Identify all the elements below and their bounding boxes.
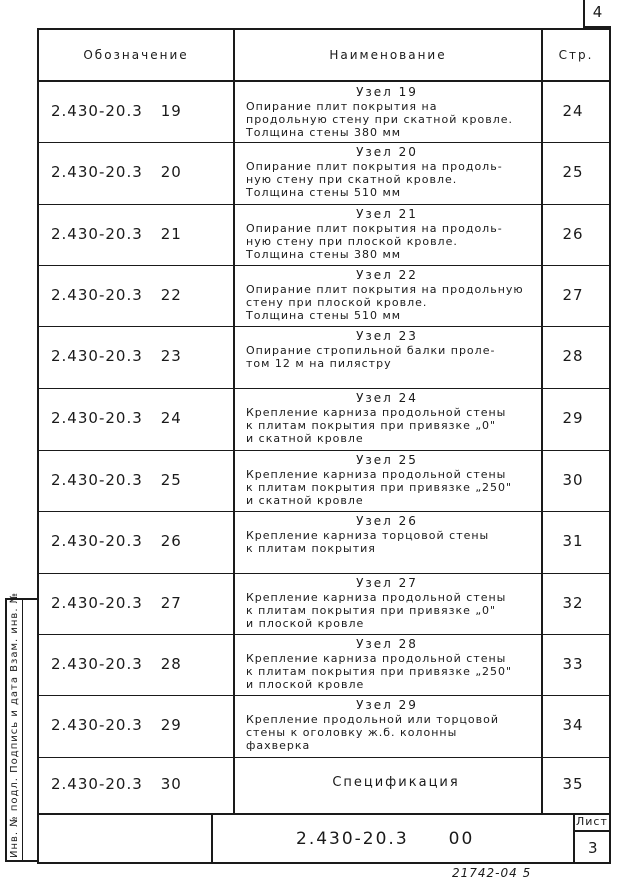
row-node-title: Узел 19 — [356, 85, 418, 99]
row-designation — [51, 775, 241, 793]
description-line: Крепление карниза продольной стены — [246, 591, 507, 604]
row-node-title: Узел 27 — [356, 576, 418, 590]
row-code-number: 21 — [160, 224, 182, 243]
description-line: Толщина стены 380 мм — [246, 126, 402, 139]
row-code: 2.430-20.3 — [51, 102, 143, 120]
row-code: 2.430-20.3 — [51, 654, 143, 673]
stamp-labels: Инв. № подл. Подпись и дата Взам. инв. № — [9, 591, 20, 858]
row-code-number: 29 — [160, 716, 182, 734]
row-designation — [51, 532, 241, 550]
footer-document-code — [296, 829, 474, 849]
row-page-number: 33 — [562, 654, 584, 673]
description-line: Опирание плит покрытия на продольную — [246, 283, 524, 296]
footer-divider-left — [211, 813, 213, 864]
description-line: Толщина стены 510 мм — [246, 309, 402, 322]
row-description — [246, 344, 546, 370]
row-description — [246, 713, 546, 752]
description-line: стену при плоской кровле. — [246, 296, 428, 309]
row-code-number: 26 — [160, 532, 182, 550]
row-code: 2.430-20.3 — [51, 163, 143, 181]
row-page-number: 35 — [562, 775, 584, 793]
description-line: том 12 м на пилястру — [246, 357, 392, 370]
archive-number: 21742-04 5 — [452, 866, 532, 880]
footer-code-number: 00 — [448, 829, 475, 849]
row-page-number: 28 — [562, 347, 584, 365]
table-row — [39, 634, 609, 695]
row-page-number: 30 — [562, 470, 584, 489]
row-node-title: Узел 20 — [356, 145, 418, 159]
row-code: 2.430-20.3 — [51, 409, 143, 427]
row-code-number: 27 — [160, 593, 182, 612]
row-description — [246, 529, 546, 555]
row-node-title: Узел 21 — [356, 207, 418, 221]
row-code: 2.430-20.3 — [51, 285, 143, 304]
description-line: Опирание плит покрытия на продоль- — [246, 160, 503, 173]
description-line: и скатной кровле — [246, 432, 364, 445]
row-designation — [51, 471, 241, 489]
table-row — [39, 326, 609, 388]
row-designation — [51, 594, 241, 612]
row-code: 2.430-20.3 — [51, 775, 143, 793]
sheet-number: 3 — [588, 839, 599, 857]
table-row — [39, 142, 609, 204]
row-description — [246, 591, 546, 630]
description-line: к плитам покрытия при привязке „250" — [246, 665, 513, 678]
row-description — [246, 222, 546, 261]
row-divider — [37, 265, 611, 266]
table-row — [39, 82, 609, 142]
row-divider — [37, 573, 611, 574]
description-line: Толщина стены 380 мм — [246, 248, 402, 261]
table-row — [39, 265, 609, 326]
row-code: 2.430-20.3 — [51, 593, 143, 612]
row-divider — [37, 388, 611, 389]
row-description — [246, 468, 546, 507]
row-designation — [51, 409, 241, 427]
row-divider — [37, 757, 611, 758]
row-designation — [51, 347, 241, 365]
row-description — [246, 100, 546, 139]
row-node-title: Узел 28 — [356, 637, 418, 651]
description-line: Толщина стены 510 мм — [246, 186, 402, 199]
row-code-number: 19 — [160, 102, 182, 120]
row-page-number: 24 — [562, 102, 584, 120]
description-line: Крепление карниза продольной стены — [246, 468, 507, 481]
description-line: фахверка — [246, 739, 311, 752]
header-page: Стр. — [558, 48, 594, 62]
description-line: Спецификация — [332, 775, 460, 790]
row-code: 2.430-20.3 — [51, 470, 143, 489]
row-designation — [51, 163, 241, 181]
row-code-number: 22 — [160, 285, 182, 304]
row-code-number: 23 — [160, 347, 182, 365]
description-line: стены к оголовку ж.б. колонны — [246, 726, 458, 739]
sheet-label-divider — [573, 830, 611, 832]
row-page-number: 29 — [562, 409, 584, 427]
row-code: 2.430-20.3 — [51, 224, 143, 243]
corner-page-number: 4 — [583, 0, 611, 28]
row-node-title: Узел 24 — [356, 391, 418, 405]
row-node-title: Узел 29 — [356, 698, 418, 712]
row-description — [246, 160, 546, 199]
row-code: 2.430-20.3 — [51, 347, 143, 365]
row-code-number: 30 — [160, 775, 182, 793]
table-row — [39, 511, 609, 573]
description-line: Крепление карниза продольной стены — [246, 652, 507, 665]
description-line: ную стену при плоской кровле. — [246, 235, 458, 248]
row-divider — [37, 511, 611, 512]
description-line: и плоской кровле — [246, 617, 365, 630]
table-row — [39, 450, 609, 511]
footer-divider — [37, 813, 611, 815]
row-page-number: 31 — [562, 532, 584, 550]
row-divider — [37, 695, 611, 696]
sheet-label: Лист — [576, 815, 608, 828]
table-row — [39, 388, 609, 450]
row-description — [246, 652, 546, 691]
row-designation — [51, 716, 241, 734]
header-designation: Обозначение — [83, 48, 189, 62]
row-code-number: 28 — [160, 654, 182, 673]
row-page-number: 34 — [562, 716, 584, 734]
row-description — [246, 406, 546, 445]
description-line: Крепление карниза продольной стены — [246, 406, 507, 419]
row-divider — [37, 634, 611, 635]
row-divider — [37, 204, 611, 205]
description-line: к плитам покрытия — [246, 542, 376, 555]
row-page-number: 26 — [562, 224, 584, 243]
table-row — [39, 204, 609, 265]
row-page-number: 32 — [562, 593, 584, 612]
row-designation — [51, 655, 241, 673]
footer-code: 2.430-20.3 — [296, 829, 409, 849]
row-description — [246, 283, 546, 322]
description-line: к плитам покрытия при привязке „0" — [246, 604, 497, 617]
row-code-number: 24 — [160, 409, 182, 427]
description-line: продольную стену при скатной кровле. — [246, 113, 513, 126]
row-code-number: 25 — [160, 470, 182, 489]
table-row — [39, 695, 609, 757]
row-divider — [37, 326, 611, 327]
row-code: 2.430-20.3 — [51, 532, 143, 550]
description-line: Крепление продольной или торцовой — [246, 713, 499, 726]
row-description — [246, 776, 546, 789]
row-page-number: 25 — [562, 163, 584, 181]
description-line: Опирание плит покрытия на продоль- — [246, 222, 503, 235]
approval-stamp — [5, 591, 39, 862]
row-divider — [37, 142, 611, 143]
description-line: Опирание плит покрытия на — [246, 100, 438, 113]
row-designation — [51, 102, 241, 120]
description-line: к плитам покрытия при привязке „0" — [246, 419, 497, 432]
description-line: Крепление карниза торцовой стены — [246, 529, 490, 542]
row-code-number: 20 — [160, 163, 182, 181]
description-line: и плоской кровле — [246, 678, 365, 691]
description-line: и скатной кровле — [246, 494, 364, 507]
description-line: Опирание стропильной балки проле- — [246, 344, 496, 357]
row-code: 2.430-20.3 — [51, 716, 143, 734]
table-row — [39, 757, 609, 813]
row-divider — [37, 450, 611, 451]
row-node-title: Узел 25 — [356, 453, 418, 467]
footer-divider-right — [573, 813, 575, 864]
table-row — [39, 573, 609, 634]
row-node-title: Узел 23 — [356, 329, 418, 343]
header-name: Наименование — [329, 48, 447, 62]
row-designation — [51, 286, 241, 304]
description-line: ную стену при скатной кровле. — [246, 173, 458, 186]
row-page-number: 27 — [562, 285, 584, 304]
row-node-title: Узел 22 — [356, 268, 418, 282]
row-designation — [51, 225, 241, 243]
row-node-title: Узел 26 — [356, 514, 418, 528]
description-line: к плитам покрытия при привязке „250" — [246, 481, 513, 494]
